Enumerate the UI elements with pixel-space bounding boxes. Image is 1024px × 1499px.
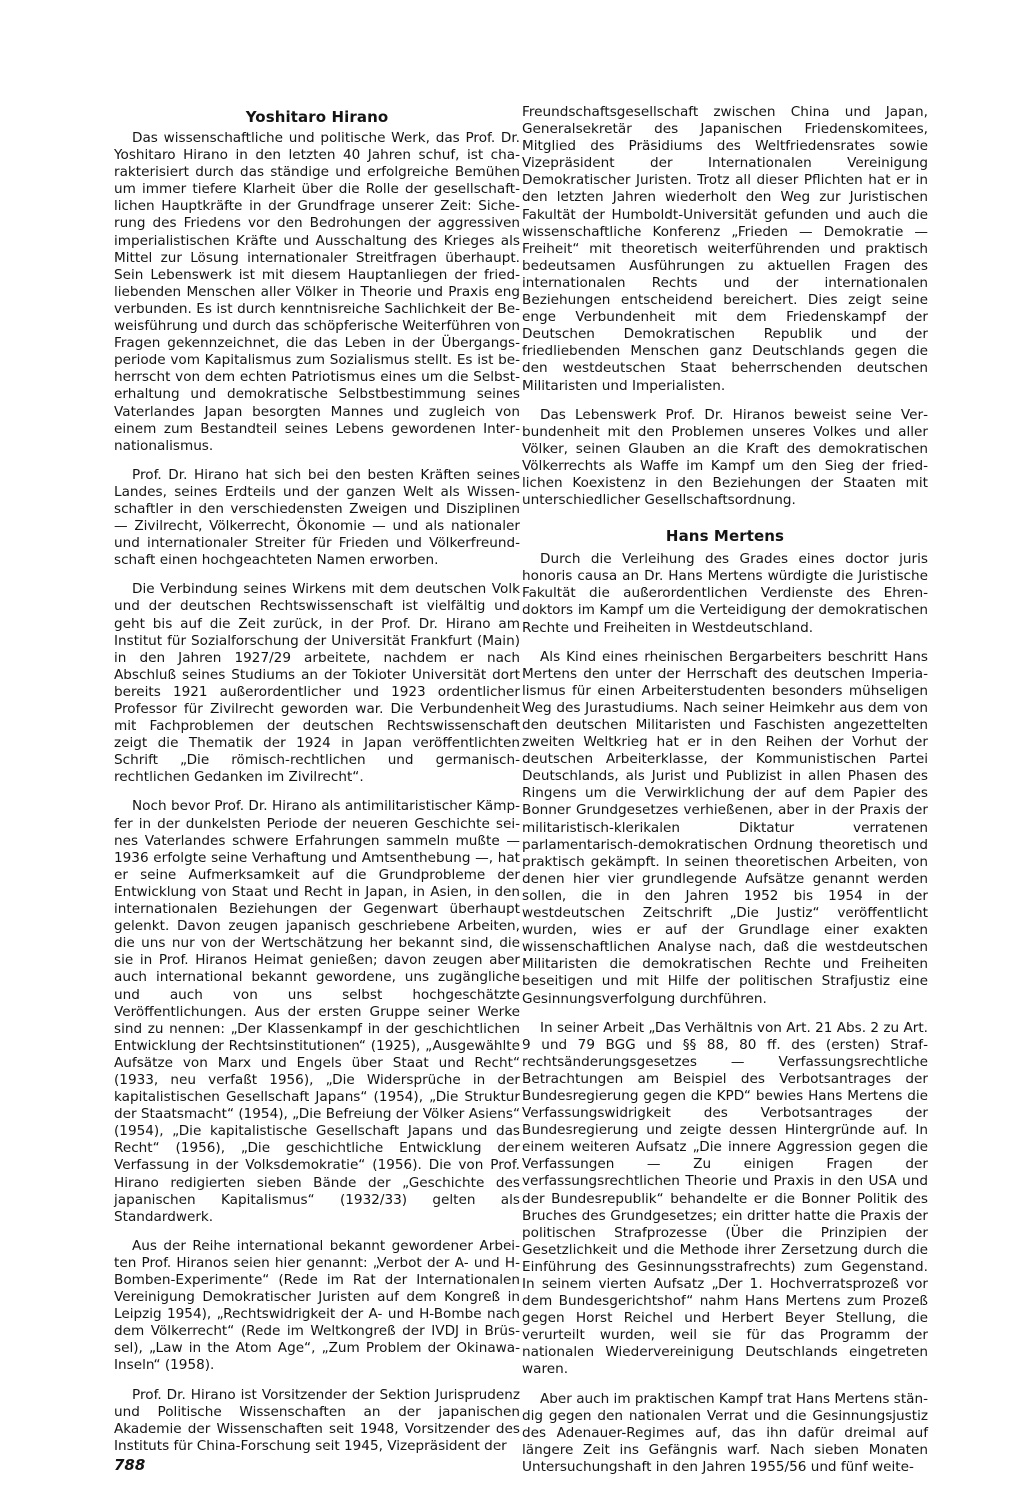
paragraph: Prof. Dr. Hirano ist Vorsitzender der Sektion Jurisprudenz und Politische Wissenschaften an der japanischen Akademie der Wissenschaften seit 1948, Vorsitzender des Instituts für China-Forschung seit 1945, Vizepräsident der [114, 1386, 520, 1454]
section-title-mertens: Hans Mertens [665, 527, 785, 546]
paragraph: Aus der Reihe international bekannt gewordener Arbeiten Prof. Hiranos seien hier genannt: „Verbot der A- und H-Bomben-Experimente“ (Rede im Rat der Internationalen Vereinigung Demokratischer Juristen auf dem Kongreß in Leipzig 1954), „Rechtswidrigkeit der A- und H-Bombe nach dem Völkerrecht“ (Rede im Weltkongreß der IVDJ in Brüssel), „Law in the Atom Age“, „Zum Problem der Okinawa-Inseln“ (1958). [114, 1237, 520, 1374]
paragraph: Durch die Verleihung des Grades eines doctor juris honoris causa an Dr. Hans Mertens würdigte die Juristische Fakultät die außerordentlichen Verdienste des Ehrendoktors im Kampf um die Verteidigung der demokratischen Rechte und Freiheiten in Westdeutschland. [522, 551, 928, 636]
right-column [522, 104, 928, 1488]
paragraph: Das wissenschaftliche und politische Werk, das Prof. Dr. Yoshitaro Hirano in den letzten 40 Jahren schuf, ist charakterisiert durch das ständige und erfolgreiche Bemühen um immer tiefere Klarheit über die Rolle der gesellschaftlichen Hauptkräfte in der Grundfrage unserer Zeit: Sicherung des Friedens vor den Bedrohungen der aggressiven imperialistischen Kräfte und Ausschaltung des Krieges als Mittel zur Lösung internationaler Streitfragen überhaupt. Sein Lebenswerk ist mit diesem Hauptanliegen der friedliebenden Menschen aller Völker in Theorie und Praxis eng verbunden. Es ist durch kenntnisreiche Sachlichkeit der Beweisführung und durch das schöpferische Weiterführen von Fragen gekennzeichnet, die das Leben in der Übergangsperiode vom Kapitalismus zum Sozialismus stellt. Es ist beherrscht von dem echten Patriotismus eines um die Selbsterhaltung und demokratische Selbstbestimmung seines Vaterlandes Japan besorgten Mannes und zugleich von einem zum Bestandteil seines Lebens gewordenen Internationalismus. [114, 130, 520, 454]
paragraph: Als Kind eines rheinischen Bergarbeiters beschritt Hans Mertens den unter der Herrschaft des deutschen Imperialismus für einen Arbeiterstudenten besonders mühseligen Weg des Jurastudiums. Nach seiner Heimkehr aus dem von den deutschen Militaristen und Faschisten angezettelten zweiten Weltkrieg hat er in den Reihen der Vorhut der deutschen Arbeiterklasse, der Kommunistischen Partei Deutschlands, als Jurist und Publizist in allen Phasen des Ringens um die Verwirklichung der auf dem Papier des Bonner Grundgesetzes verhießenen, aber in der Praxis der militaristisch-klerikalen Diktatur verratenen parlamentarisch-demokratischen Ordnung theoretisch und praktisch gekämpft. In seinen theoretischen Arbeiten, von denen hier vier grundlegende Aufsätze genannt werden sollen, die in den Jahren 1952 bis 1954 in der westdeutschen Zeitschrift „Die Justiz“ veröffentlicht wurden, wies er auf der Grundlage einer exakten wissenschaftlichen Analyse nach, daß die westdeutschen Militaristen die demokratischen Rechte und Freiheiten beseitigen und mit Hilfe der politischen Strafjustiz eine Gesinnungsverfolgung durchführen. [522, 648, 928, 1007]
paragraph: Noch bevor Prof. Dr. Hirano als antimilitaristischer Kämpfer in der dunkelsten Periode der neueren Geschichte seines Vaterlandes schwere Erfahrungen sammeln mußte — 1936 erfolgte seine Verhaftung und Amtsenthebung —, hat er seine Aufmerksamkeit auf die Grundprobleme der Entwicklung von Staat und Recht in Japan, in Asien, in den internationalen Beziehungen der Gegenwart überhaupt gelenkt. Davon zeugen japanisch geschriebene Arbeiten, die uns nur von der Wertschätzung her bekannt sind, die sie in Prof. Hiranos Heimat genießen; davon zeugen aber auch international bekannt gewordene, uns zugängliche und auch von uns selbst hochgeschätzte Veröffentlichungen. Aus der ersten Gruppe seiner Werke sind zu nennen: „Der Klassenkampf in der geschichtlichen Entwicklung der Rechtsinstitutionen“ (1925), „Ausgewählte Aufsätze von Marx und Engels über Staat und Recht“ (1933, neu verfaßt 1956), „Die Widersprüche in der kapitalistischen Gesellschaft Japans“ (1954), „Die Struktur der Staatsmacht“ (1954), „Die Befreiung der Völker Asiens“ (1954), „Die kapitalistische Gesellschaft Japans und das Recht“ (1956), „Die geschichtliche Entwicklung der Verfassung in der Volksdemokratie“ (1956). Die von Prof. Hirano redigierten sieben Bände der „Geschichte des japanischen Kapitalismus“ (1932/33) gelten als Standardwerk. [114, 798, 520, 1225]
left-column [114, 108, 520, 1467]
page-number: 788 [114, 1456, 146, 1474]
paragraph: In seiner Arbeit „Das Verhältnis von Art. 21 Abs. 2 zu Art. 9 und 79 BGG und §§ 88, 80 ff. des (ersten) Strafrechtsänderungsgesetzes — Verfassungsrechtliche Betrachtungen am Beispiel des Verbotsantrages der Bundesregierung gegen die KPD“ bewies Hans Mertens die Verfassungswidrigkeit des Verbotsantrages der Bundesregierung und zeigte dessen Hintergründe auf. In einem weiteren Aufsatz „Die innere Aggression gegen die Verfassungen — Zu einigen Fragen der verfassungsrechtlichen Theorie und Praxis in den USA und der Bundesrepublik“ behandelte er die Bonner Politik des Bruches des Grundgesetzes; ein dritter hatte die Praxis der politischen Strafprozesse (Über die Prinzipien der Gesetzlichkeit und die Methode ihrer Zersetzung durch die Einführung des Gesinnungsstrafrechts) zum Gegenstand. In seinem vierten Aufsatz „Der 1. Hochverratsprozeß vor dem Bundesgerichtshof“ nahm Hans Mertens zum Prozeß gegen Horst Reichel und Herbert Beyer Stellung, die verurteilt wurden, weil sie für das Programm der nationalen Wiedervereinigung Deutschlands eingetreten waren. [522, 1019, 928, 1378]
paragraph: Aber auch im praktischen Kampf trat Hans Mertens ständig gegen den nationalen Verrat und die Gesinnungsjustiz des Adenauer-Regimes auf, das ihn dafür dreimal auf längere Zeit ins Gefängnis warf. Nach sieben Monaten Untersuchungshaft in den Jahren 1955/56 und fünf weite- [522, 1390, 929, 1475]
paragraph: Das Lebenswerk Prof. Dr. Hiranos beweist seine Verbundenheit mit den Problemen unseres Volkes und aller Völker, seinen Glauben an die Kraft des demokratischen Völkerrechts als Waffe im Kampf um den Sieg der friedlichen Koexistenz in den Beziehungen der Staaten mit unterschiedlicher Gesellschaftsordnung. [522, 406, 928, 509]
section-title-hirano: Yoshitaro Hirano [245, 108, 389, 126]
paragraph-continued: Freundschaftsgesellschaft zwischen China und Japan, Generalsekretär des Japanischen Friedenskomitees, Mitglied des Präsidiums des Weltfriedensrates sowie Vizepräsident der Internationalen Vereinigung Demokratischer Juristen. Trotz all dieser Pflichten hat er in den letzten Jahren wiederholt den Weg zur Juristischen Fakultät der Humboldt-Universität gefunden und auch die wissenschaftliche Konferenz „Frieden — Demokratie — Freiheit“ mit theoretisch weiterführenden und praktisch bedeutsamen Ausführungen zu aktuellen Fragen des internationalen Rechts und der internationalen Beziehungen entscheidend bereichert. Dies zeigt seine enge Verbundenheit mit dem Friedenskampf der Deutschen Demokratischen Republik und der friedliebenden Menschen ganz Deutschlands gegen die den westdeutschen Staat beherrschenden deutschen Militaristen und Imperialisten. [522, 104, 928, 394]
paragraph: Prof. Dr. Hirano hat sich bei den besten Kräften seines Landes, seines Erdteils und der ganzen Welt als Wissenschaftler in den verschiedensten Zweigen und Disziplinen — Zivilrecht, Völkerrecht, Ökonomie — und als nationaler und internationaler Streiter für Frieden und Völkerfreundschaft einen hochgeachteten Namen erworben. [114, 466, 520, 569]
paragraph: Die Verbindung seines Wirkens mit dem deutschen Volk und der deutschen Rechtswissenschaft ist vielfältig und geht bis auf die Zeit zurück, in der Prof. Dr. Hirano am Institut für Sozialforschung der Universität Frankfurt (Main) in den Jahren 1927/29 arbeitete, nachdem er nach Abschluß seines Studiums an der Tokioter Universität dort bereits 1921 außerordentlicher und 1923 ordentlicher Professor für Zivilrecht geworden war. Die Verbundenheit mit Fachproblemen der deutschen Rechtswissenschaft zeigt die Thematik der 1924 in Japan veröffentlichten Schrift „Die römisch-rechtlichen und germanisch-rechtlichen Gedanken im Zivilrecht“. [114, 581, 520, 786]
